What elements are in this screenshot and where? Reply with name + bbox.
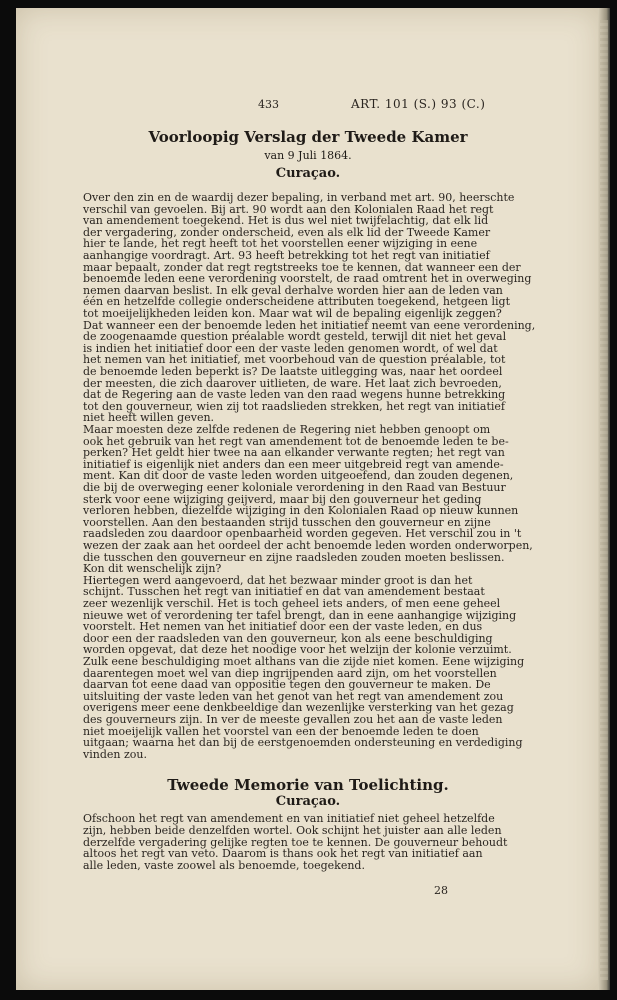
running-page-number: 433: [258, 98, 279, 111]
section1-line: niet heeft willen geven.: [83, 411, 215, 425]
paper-page: [16, 8, 600, 990]
section1-line: nieuwe wet of verordening ter tafel brengt, dan in eene aanhangige wijziging: [83, 608, 517, 622]
section2-line: zijn, hebben beide denzelfden wortel. Ook schijnt het juister aan alle leden: [83, 823, 502, 837]
section2-line: derzelfde vergadering gelijke regten toe te kennen. De gouverneur behoudt: [83, 835, 508, 849]
section1-line: door een der raadsleden van den gouverneur, kon als eene beschuldiging: [83, 631, 493, 645]
section1-line: ook het gebruik van het regt van amendement tot de benoemde leden te be-: [83, 434, 509, 448]
section1-line: voorstellen. Aan den bestaanden strijd tusschen den gouverneur en zijne: [83, 515, 491, 529]
section1-line: uitsluiting der vaste leden van het genot van het regt van amendement zou: [83, 689, 504, 703]
section2-title: Tweede Memorie van Toelichting.: [167, 776, 449, 794]
section1-line: daarentegen moet wel van diep ingrijpenden aard zijn, om het voorstellen: [83, 666, 497, 680]
section1-line: der meesten, die zich daarover uitlieten, de ware. Het laat zich bevroeden,: [83, 376, 502, 390]
section1-line: Dat wanneer een der benoemde leden het initiatief neemt van eene verordening,: [83, 318, 536, 332]
section1-line: aanhangige voordragt. Art. 93 heeft betrekking tot het regt van initiatief: [83, 249, 490, 262]
section1-line: tot den gouverneur, wien zij tot raadslieden strekken, het regt van initiatief: [83, 399, 505, 413]
section1-line: Kon dit wenschelijk zijn?: [83, 562, 222, 576]
section1-line: raadsleden zou daardoor openbaarheid worden gegeven. Het verschil zou in 't: [83, 527, 522, 541]
section2-line: Ofschoon het regt van amendement en van initiatief niet geheel hetzelfde: [83, 812, 495, 825]
section1-line: Hiertegen werd aangevoerd, dat het bezwaar minder groot is dan het: [83, 573, 473, 587]
footer-page-number: 28: [434, 884, 448, 897]
section1-line: initiatief is eigenlijk niet anders dan een meer uitgebreid regt van amende-: [83, 457, 504, 471]
section1-line: benoemde leden eene verordening voorstelt, de raad omtrent het in overweging: [83, 272, 532, 286]
section1-line: worden opgevat, dat deze het noodige voor het welzijn der kolonie verzuimt.: [83, 643, 512, 657]
section1-line: daarvan tot eene daad van oppositie tegen den gouverneur te maken. De: [83, 678, 491, 692]
section1-line: Zulk eene beschuldiging moet althans van die zijde niet komen. Eene wijziging: [83, 655, 525, 668]
section1-line: vinden zou.: [83, 747, 147, 761]
section1-line: voorstelt. Het nemen van het initiatief door een der vaste leden, en dus: [83, 620, 483, 634]
section1-line: uitgaan; waarna het dan bij de eerstgenoemden ondersteuning en verdediging: [83, 736, 523, 750]
section1-line: het nemen van het initiatief, met voorbehoud van de question préalable, tot: [83, 353, 506, 367]
binding-texture: [600, 20, 608, 980]
section1-line: zeer wezenlijk verschil. Het is toch geheel iets anders, of men eene geheel: [83, 597, 501, 610]
section1-line: de zoogenaamde question préalable wordt gesteld, terwijl dit niet het geval: [83, 330, 507, 344]
section1-line: wezen der zaak aan het oordeel der acht benoemde leden worden onderworpen,: [83, 539, 533, 552]
section1-line: sterk voor eene wijziging geijverd, maar bij den gouverneur het geding: [83, 492, 482, 506]
section1-line: één en hetzelfde collegie onderscheidene attributen toegekend, hetgeen ligt: [83, 295, 510, 309]
section1-line: der vergadering, zonder onderscheid, even als elk lid der Tweede Kamer: [83, 225, 491, 239]
section1-subtitle: Curaçao.: [275, 166, 341, 181]
section1-line: maar bepaalt, zonder dat regt regtstreeks toe te kennen, dat wanneer een der: [83, 260, 521, 274]
section1-line: schijnt. Tusschen het regt van initiatief en dat van amendement bestaat: [83, 585, 485, 599]
section1-line: verschil van gevoelen. Bij art. 90 wordt aan den Kolonialen Raad het regt: [83, 202, 494, 216]
section1-line: verloren hebben, diezelfde wijziging in den Kolonialen Raad op nieuw kunnen: [83, 504, 519, 518]
section1-line: nemen daarvan beslist. In elk geval derhalve worden hier aan de leden van: [83, 283, 503, 297]
section2-line: altoos het regt van veto. Daarom is thans ook het regt van initiatief aan: [83, 847, 483, 861]
section1-line: des gouverneurs zijn. In ver de meeste gevallen zou het aan de vaste leden: [83, 713, 503, 726]
section1-line: die tusschen den gouverneur en zijne raadsleden zouden moeten beslissen.: [83, 550, 505, 564]
section1-line: niet moeijelijk vallen het voorstel van een der benoemde leden te doen: [83, 724, 479, 738]
section1-line: ment. Kan dit door de vaste leden worden uitgeoefend, dan zouden degenen,: [83, 469, 514, 483]
section1-line: overigens meer eene denkbeeldige dan wezenlijke versterking van het gezag: [83, 701, 514, 715]
section2-line: alle leden, vaste zoowel als benoemde, toegekend.: [83, 859, 365, 873]
section1-line: Over den zin en de waardij dezer bepaling, in verband met art. 90, heerschte: [83, 191, 515, 204]
section1-line: de benoemde leden beperkt is? De laatste uitlegging was, naar het oordeel: [83, 365, 503, 378]
section1-title: Voorloopig Verslag der Tweede Kamer: [148, 128, 468, 146]
section2-subtitle: Curaçao.: [275, 794, 341, 809]
section1-line: is indien het initiatief door een der vaste leden genomen wordt, of wel dat: [83, 341, 498, 355]
section1-line: Maar moesten deze zelfde redenen de Regering niet hebben genoopt om: [83, 423, 491, 436]
running-header: ART. 101 (S.) 93 (C.): [351, 97, 486, 111]
section1-line: hier te lande, het regt heeft tot het voorstellen eener wijziging in eene: [83, 237, 478, 251]
section1-line: die bij de overweging eener koloniale verordening in den Raad van Bestuur: [83, 481, 506, 494]
section1-line: van amendement toegekend. Het is dus wel niet twijfelachtig, dat elk lid: [83, 214, 489, 228]
section1-line: dat de Regering aan de vaste leden van den raad wegens hunne betrekking: [83, 388, 506, 402]
section1-line: perken? Het geldt hier twee na aan elkander verwante regten; het regt van: [83, 446, 505, 460]
section1-line: tot moeijelijkheden leiden kon. Maar wat wil de bepaling eigenlijk zeggen?: [83, 307, 502, 320]
section1-date: van 9 Juli 1864.: [264, 149, 352, 162]
